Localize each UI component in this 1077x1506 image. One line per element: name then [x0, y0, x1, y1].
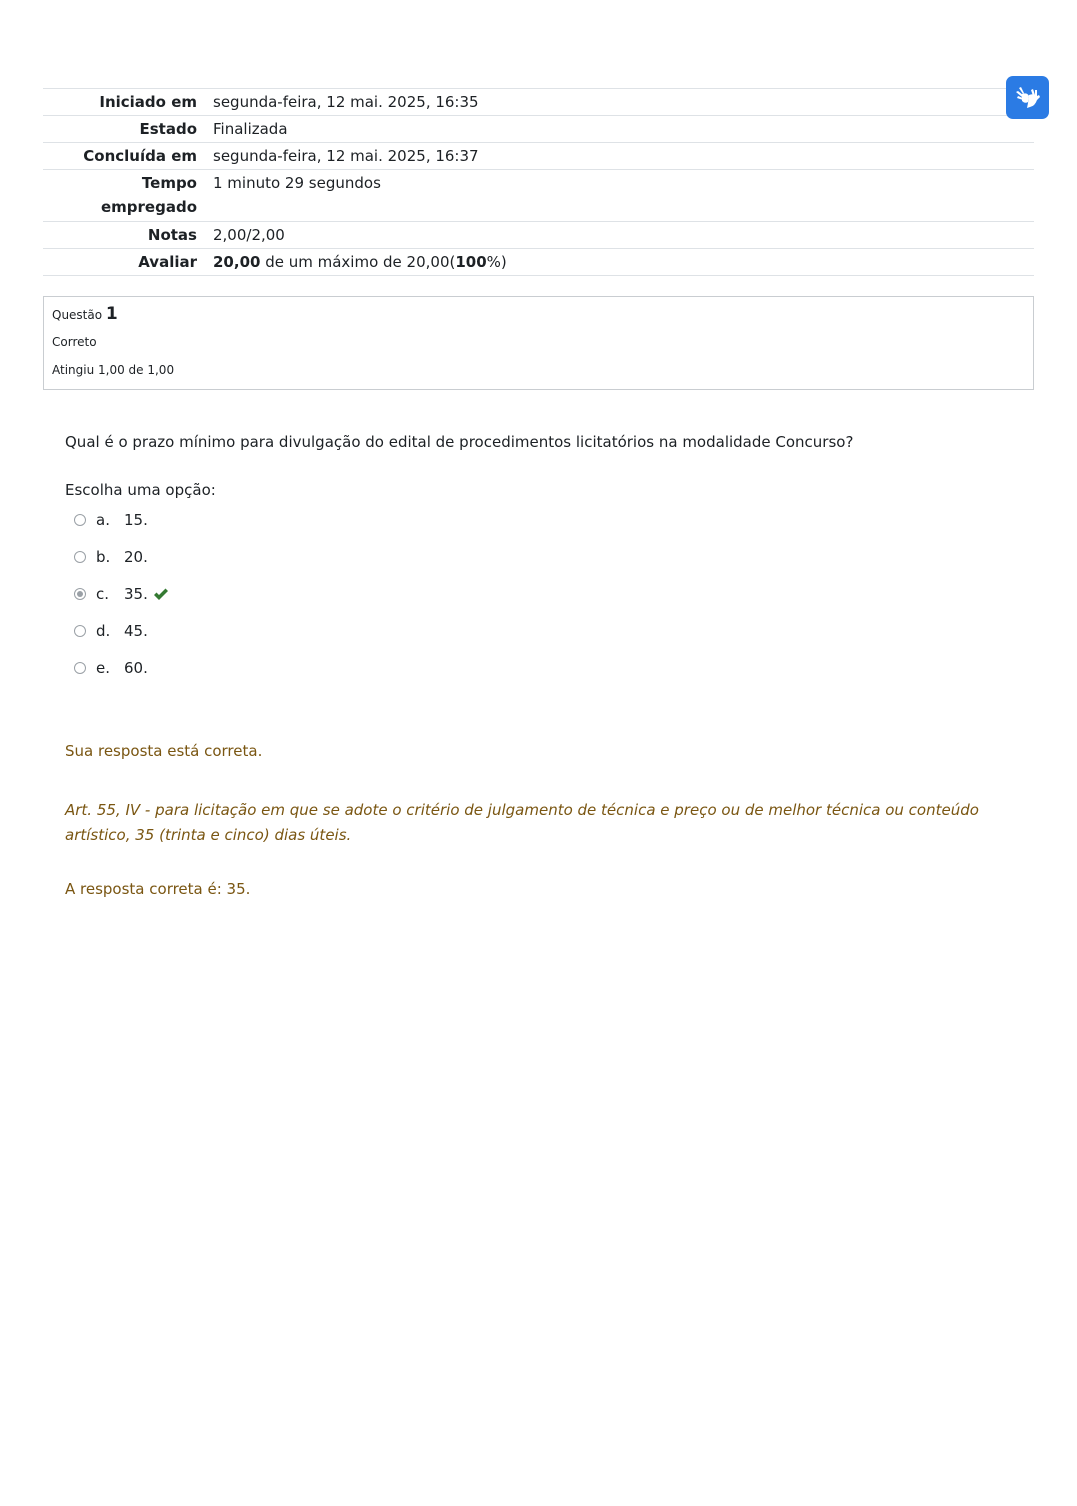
- marks-label: Notas: [43, 222, 213, 249]
- started-value: segunda-feira, 12 mai. 2025, 16:35: [213, 89, 1034, 116]
- answer-option-d[interactable]: [74, 620, 148, 642]
- radio-c-selected[interactable]: [74, 588, 86, 600]
- time-label: [43, 170, 213, 222]
- time-value: 1 minuto 29 segundos: [213, 170, 1034, 222]
- radio-e[interactable]: [74, 662, 86, 674]
- feedback-correct-answer: A resposta correta é: 35.: [65, 880, 251, 898]
- state-value: Finalizada: [213, 116, 1034, 143]
- question-number-value: 1: [105, 304, 118, 324]
- grade-score: 20,00: [213, 253, 261, 271]
- option-text: 15.: [124, 511, 148, 529]
- answer-option-e[interactable]: [74, 657, 148, 679]
- summary-row-started: [43, 89, 1034, 116]
- grade-suffix: %): [486, 253, 507, 271]
- marks-value: 2,00/2,00: [213, 222, 1034, 249]
- attempt-summary-table: [43, 88, 1034, 276]
- option-text: 60.: [124, 659, 148, 677]
- grade-label: Avaliar: [43, 249, 213, 276]
- feedback-explanation: Art. 55, IV - para licitação em que se adote o critério de julgamento de técnica e preço ou de melhor técnica ou conteúdo artístico, 35 (trinta e cinco) dias úteis.: [65, 801, 979, 844]
- option-letter: d.: [96, 622, 111, 640]
- option-letter: c.: [96, 585, 110, 603]
- accessibility-button[interactable]: [1006, 76, 1049, 119]
- answer-option-b[interactable]: [74, 546, 148, 568]
- completed-value: segunda-feira, 12 mai. 2025, 16:37: [213, 143, 1034, 170]
- question-number: [52, 304, 118, 324]
- question-label: Questão: [52, 308, 103, 322]
- summary-row-state: [43, 116, 1034, 143]
- summary-row-grade: [43, 249, 1034, 276]
- summary-row-marks: [43, 222, 1034, 249]
- answer-option-c[interactable]: [74, 583, 169, 605]
- answer-option-a[interactable]: [74, 509, 148, 531]
- sign-language-icon: [1015, 86, 1041, 110]
- started-label: Iniciado em: [43, 89, 213, 116]
- summary-row-time: [43, 170, 1034, 222]
- grade-value: [213, 249, 1034, 276]
- radio-a[interactable]: [74, 514, 86, 526]
- question-state: Correto: [52, 335, 97, 349]
- completed-label: Concluída em: [43, 143, 213, 170]
- option-letter: a.: [96, 511, 110, 529]
- grade-percent: 100: [455, 253, 487, 271]
- time-label-line1: Tempo: [141, 174, 197, 192]
- radio-d[interactable]: [74, 625, 86, 637]
- feedback-status: Sua resposta está correta.: [65, 742, 263, 760]
- answer-prompt: Escolha uma opção:: [65, 481, 216, 499]
- option-text: 35.: [124, 585, 148, 603]
- state-label: Estado: [43, 116, 213, 143]
- radio-b[interactable]: [74, 551, 86, 563]
- time-label-line2: empregado: [100, 198, 197, 216]
- grade-middle: de um máximo de 20,00(: [260, 253, 456, 271]
- question-text: Qual é o prazo mínimo para divulgação do edital de procedimentos licitatórios na modalidade Concurso?: [65, 433, 854, 451]
- option-text: 20.: [124, 548, 148, 566]
- question-info-box: [43, 296, 1034, 390]
- summary-row-completed: [43, 143, 1034, 170]
- option-letter: b.: [96, 548, 111, 566]
- question-grade: Atingiu 1,00 de 1,00: [52, 363, 175, 377]
- option-text: 45.: [124, 622, 148, 640]
- option-letter: e.: [96, 659, 110, 677]
- checkmark-icon: [153, 588, 169, 601]
